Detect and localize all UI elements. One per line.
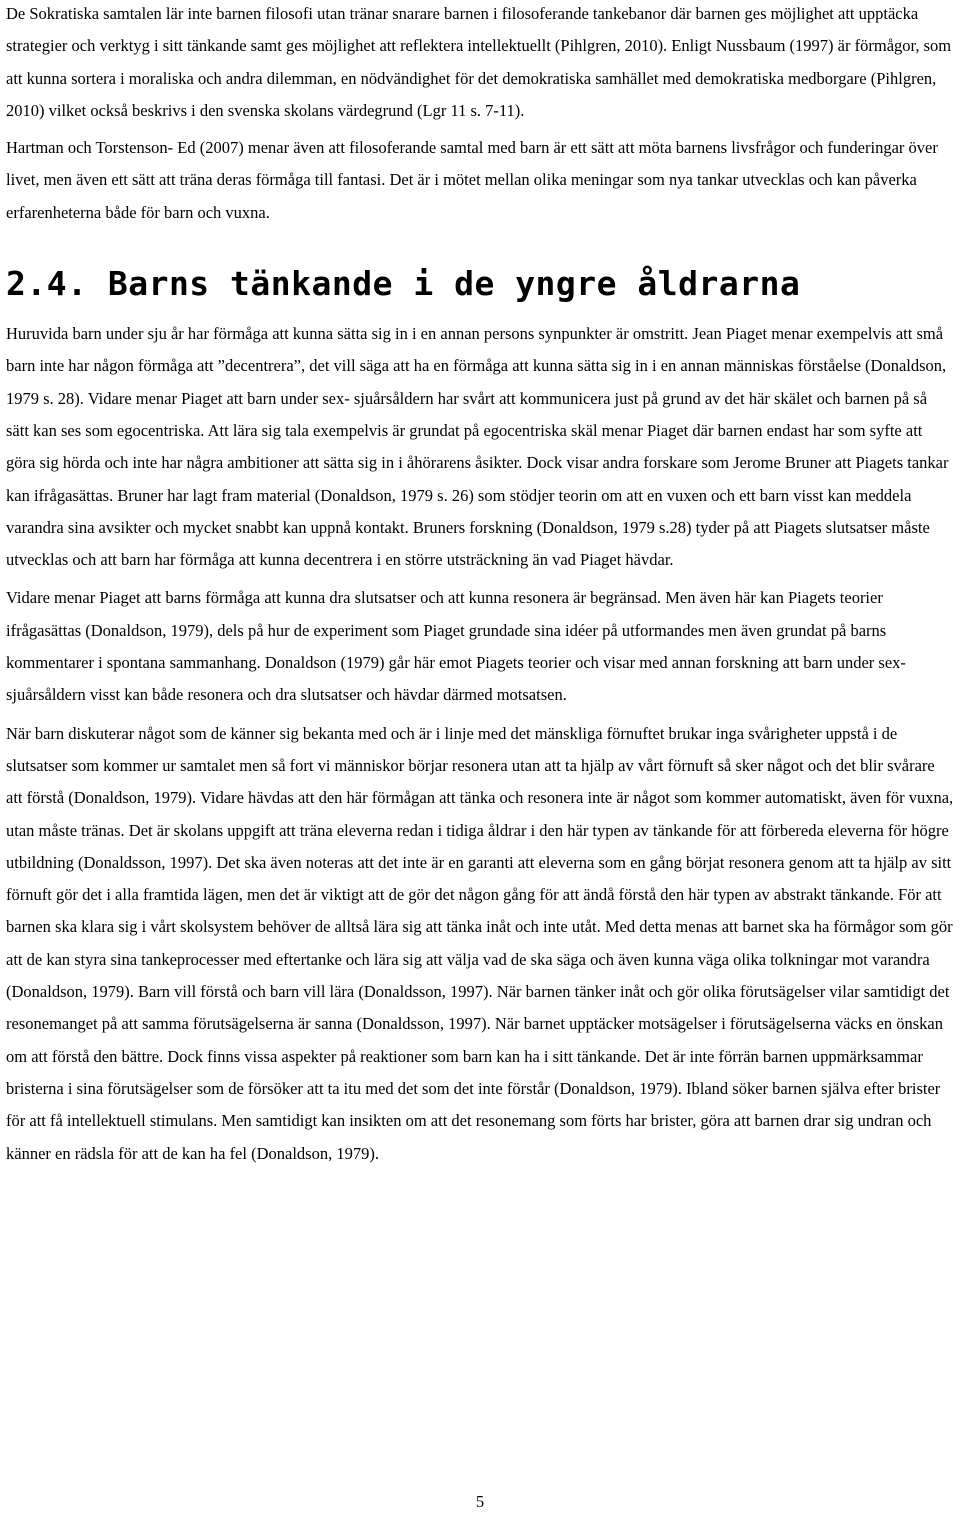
paragraph-children-reasoning: När barn diskuterar något som de känner sig bekanta med och är i linje med det mänskliga förnuftet brukar inga svårigheter uppstå i de slutsatser som kommer ur samtalet men så fort vi människor börjar resonera utan att ta hjälp av vårt förnuft så sker något och det blir svårare att förstå (Donaldson, 1979). Vidare hävdas att den här förmågan att tänka och resonera inte är något som kommer automatiskt, även för vuxna, utan måste tränas. Det är skolans uppgift att träna eleverna redan i tidiga åldrar i den här typen av tänkande för att förbereda eleverna för högre utbildning (Donaldsson, 1997). Det ska även noteras att det inte är en garanti att eleverna som en gång börjat resonera genom att ta hjälp av sitt förnuft gör det i alla framtida lägen, men det är viktigt att de gör det någon gång för att ändå förstå den här typen av abstrakt tänkande. För att barnen ska klara sig i vårt skolsystem behöver de alltså lära sig att tänka inåt och inte utåt. Med detta menas att barnet ska ha förmågor som gör att de kan styra sina tankeprocesser med eftertanke och lära sig att välja vad de ska säga och även kunna väga olika tolkningar mot varandra (Donaldson, 1979). Barn vill förstå och barn vill lära (Donaldsson, 1997). När barnen tänker inåt och gör olika förutsägelser vilar samtidigt det resonemanget på att samma förutsägelserna är sanna (Donaldsson, 1997). När barnet upptäcker motsägelser i förutsägelserna väcks en önskan om att förstå den bättre. Dock finns vissa aspekter på reaktioner som barn kan ha i sitt tänkande. Det är inte förrän barnen uppmärksammar bristerna i sina förutsägelser som de försöker att ta itu med det som det inte förstår (Donaldson, 1979). Ibland söker barnen själva efter brister för att få intellektuell stimulans. Men samtidigt kan insikten om att det resonemang som förts har brister, göra att barnen drar sig undran och känner en rädsla för att de kan ha fel (Donaldson, 1979).	[6, 723, 954, 1163]
paragraph-piaget-reasoning: Vidare menar Piaget att barns förmåga att kunna dra slutsatser och att kunna resonera är begränsad. Men även här kan Piagets teorier ifrågasättas (Donaldson, 1979), dels på hur de experiment som Piaget grundade sina idéer på utformandes men även grundat på barns kommentarer i spontana sammanhang. Donaldson (1979) går här emot Piagets teorier och visar med annan forskning att barn under sex- sjuårsåldern visst kan både resonera och dra slutsatser och hävdar därmed motsatsen.	[6, 588, 906, 705]
paragraph-piaget-decentering: Huruvida barn under sju år har förmåga att kunna sätta sig in i en annan persons synpunkter är omstritt. Jean Piaget menar exempelvis att små barn inte har någon förmåga att ”decentrera”, det vill säga att ha en förmåga att kunna sätta sig in i en annan människas förståelse (Donaldson, 1979 s. 28). Vidare menar Piaget att barn under sex- sjuårsåldern har svårt att kommunicera just på grund av det här skälet och barnen på så sätt kan ses som egocentriska. Att lära sig tala exempelvis är grundat på egocentriska skäl menar Piaget där barnen endast har som syfte att göra sig hörda och inte har några ambitioner att sätta sig in i åhörarens åsikter. Dock visar andra forskare som Jerome Bruner att Piagets tankar kan ifrågasättas. Bruner har lagt fram material (Donaldson, 1979 s. 26) som stödjer teorin om att en vuxen och ett barn visst kan meddela varandra sina avsikter och mycket snabbt kan uppnå kontakt. Bruners forskning (Donaldson, 1979 s.28) tyder på att Piagets slutsatser måste utvecklas och att barn har förmåga att kunna decentrera i en större utsträckning än vad Piaget hävdar.	[6, 324, 949, 570]
paragraph-philosophical-conversations: Hartman och Torstenson- Ed (2007) menar även att filosoferande samtal med barn är ett sätt att möta barnens livsfrågor och funderingar över livet, men även ett sätt att träna deras förmåga till fantasi. Det är i mötet mellan olika meningar som nya tankar utvecklas och kan påverka erfarenheterna både för barn och vuxna.	[6, 138, 938, 222]
section-heading: 2.4. Barns tänkande i de yngre åldrarna	[6, 264, 801, 304]
paragraph-socratic-dialogues: De Sokratiska samtalen lär inte barnen filosofi utan tränar snarare barnen i filosoferande tankebanor där barnen ges möjlighet att upptäcka strategier och verktyg i sitt tänkande samt ges möjlighet att reflektera intellektuellt (Pihlgren, 2010). Enligt Nussbaum (1997) är förmågor, som att kunna sortera i moraliska och andra dilemman, en nödvändighet för det demokratiska samhället med demokratiska medborgare (Pihlgren, 2010) vilket också beskrivs i den svenska skolans värdegrund (Lgr 11 s. 7-11).	[6, 4, 952, 120]
page-number: 5	[475, 1492, 485, 1511]
